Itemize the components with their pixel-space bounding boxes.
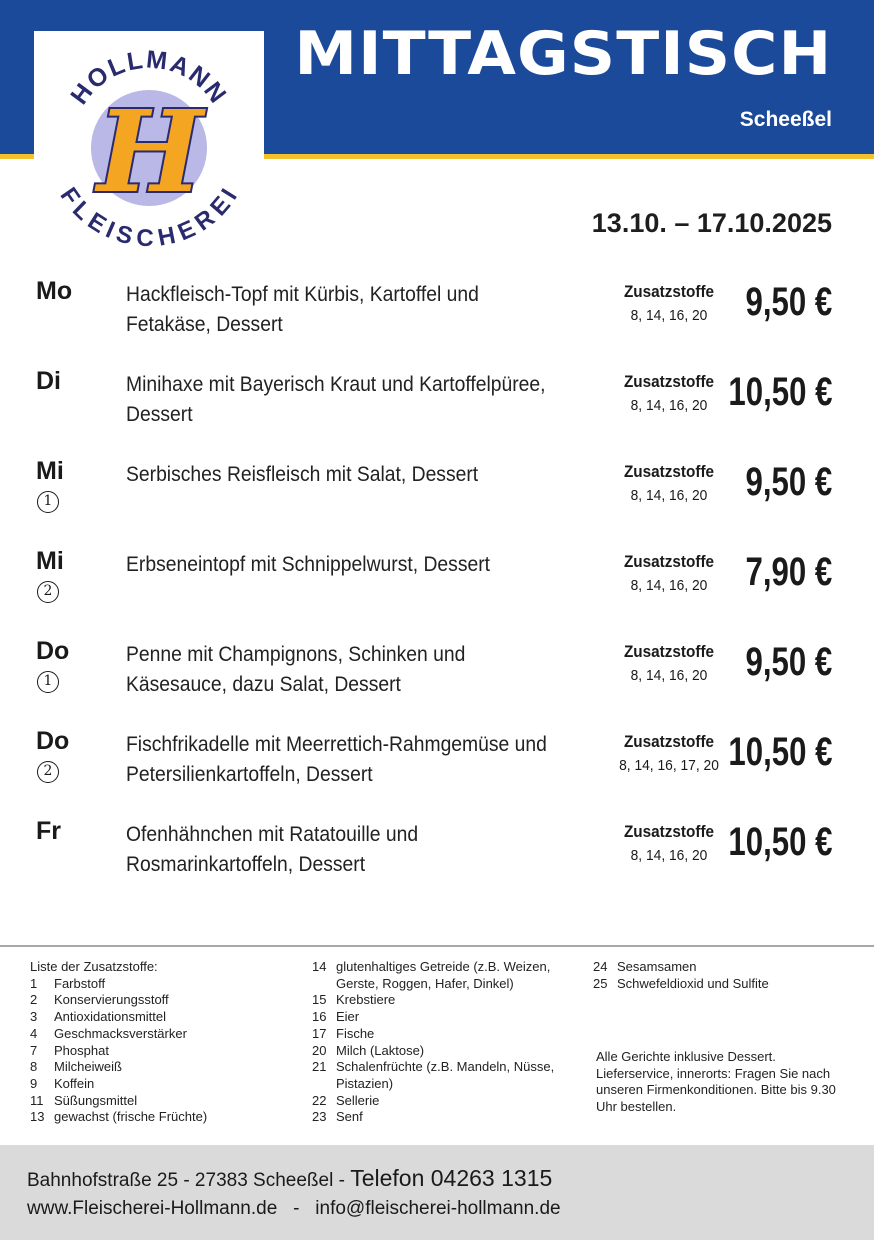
legend-num: 13 (30, 1109, 45, 1125)
legend-num: 15 (312, 992, 327, 1008)
price: 10,50 € (727, 370, 832, 414)
day-label: Do (36, 637, 70, 665)
legend-text: Koffein (54, 1075, 95, 1091)
additives-label: Zusatzstoffe (623, 282, 715, 301)
dish-description: Serbisches Reisfleisch mit Salat, Dessert (126, 463, 479, 486)
email-link[interactable]: info@fleischerei-hollmann.de (315, 1198, 561, 1219)
menu-row (0, 818, 874, 898)
additives-codes: 8, 14, 16, 20 (630, 667, 708, 684)
price: 10,50 € (727, 820, 832, 864)
dish-description: Penne mit Champignons, Schinken und Käsesauce, dazu Salat, Dessert (126, 643, 466, 696)
legend-item (312, 1093, 592, 1110)
price: 9,50 € (745, 280, 832, 324)
additives-legend-col2 (312, 959, 592, 1126)
legend-item (312, 1009, 592, 1026)
separator-dash: - (293, 1198, 300, 1219)
legend-text: Fische (336, 1025, 375, 1041)
legend-num: 16 (312, 1009, 327, 1025)
legend-item (30, 1026, 290, 1043)
additives-info (604, 550, 734, 598)
legend-item (30, 1076, 290, 1093)
hollmann-logo-icon (34, 31, 264, 256)
legend-item (30, 1093, 290, 1110)
legend-item (312, 1043, 592, 1060)
day-label: Mo (36, 277, 73, 305)
legend-item (30, 992, 290, 1009)
legend-item (30, 1059, 290, 1076)
additives-info (604, 640, 734, 688)
legend-text: Milch (Laktose) (336, 1042, 425, 1058)
legend-text: Phosphat (54, 1042, 109, 1058)
menu-row (0, 638, 874, 718)
legend-num: 9 (30, 1075, 38, 1091)
separator (283, 1198, 294, 1219)
legend-text: Konservierungsstoff (54, 992, 169, 1008)
legend-text: Krebstiere (336, 992, 396, 1008)
legend-text: gewachst (frische Früchte) (54, 1109, 208, 1125)
additives-label: Zusatzstoffe (623, 642, 715, 661)
dish-description: Hackfleisch-Topf mit Kürbis, Kartoffel und Fetakäse, Dessert (126, 283, 479, 336)
legend-num: 7 (30, 1042, 38, 1058)
legend-num: 4 (30, 1025, 38, 1041)
day-label: Fr (36, 817, 61, 845)
legend-text: Schalenfrüchte (z.B. Mandeln, Nüsse, Pistazien) (336, 1059, 555, 1091)
additives-label: Zusatzstoffe (623, 372, 715, 391)
legend-text: Farbstoff (54, 975, 106, 991)
legend-text: Sellerie (336, 1092, 380, 1108)
price: 9,50 € (745, 460, 832, 504)
day-variant-badge: 1 (37, 671, 59, 693)
dish-description: Ofenhähnchen mit Ratatouille und Rosmarinkartoffeln, Dessert (126, 823, 419, 876)
legend-num: 14 (312, 959, 327, 974)
logo-monogram: H (97, 87, 203, 218)
price: 7,90 € (745, 550, 832, 594)
footer-web (27, 1198, 561, 1220)
legend-item (312, 1059, 592, 1092)
legend-text: Senf (336, 1109, 363, 1125)
footer (0, 1145, 874, 1240)
date-range: 13.10. – 17.10.2025 (591, 208, 832, 238)
page-title: MITTAGSTISCH (294, 19, 832, 89)
legend-text: Eier (336, 1009, 360, 1025)
address: Bahnhofstraße 25 - 27383 Scheeßel - (27, 1170, 351, 1191)
legend-text: Süßungsmittel (54, 1092, 138, 1108)
price: 10,50 € (727, 730, 832, 774)
legend-item (312, 1026, 592, 1043)
additives-codes: 8, 14, 16, 20 (630, 577, 708, 594)
additives-label: Zusatzstoffe (623, 462, 715, 481)
dish-description: Minihaxe mit Bayerisch Kraut und Kartoffelpüree, Dessert (126, 373, 546, 426)
legend-item (312, 1109, 592, 1126)
divider (0, 945, 874, 947)
legend-num: 22 (312, 1092, 327, 1108)
legend-text: Antioxidationsmittel (54, 1009, 166, 1025)
logo (34, 31, 264, 256)
menu-row (0, 458, 874, 538)
menu-row (0, 368, 874, 448)
legend-item (30, 1009, 290, 1026)
legend-text: Schwefeldioxid und Sulfite (617, 975, 769, 991)
additives-codes: 8, 14, 16, 20 (630, 847, 708, 864)
day-variant-badge: 1 (37, 491, 59, 513)
legend-item (30, 976, 290, 993)
additives-info (604, 460, 734, 508)
menu-row (0, 548, 874, 628)
delivery-note: Alle Gerichte inklusive Dessert. Lieferservice, innerorts: Fragen Sie nach unseren Firmenkonditionen. Bitte bis 9.30 Uhr bestellen. (596, 1049, 836, 1115)
legend-num: 8 (30, 1059, 38, 1075)
legend-item (312, 959, 592, 992)
legend-num: 24 (593, 959, 608, 974)
additives-label: Zusatzstoffe (623, 552, 715, 571)
legend-item (30, 1109, 290, 1126)
legend-text: Geschmacksverstärker (54, 1025, 187, 1041)
legend-text: Milcheiweiß (54, 1059, 122, 1075)
legend-text: Sesamsamen (617, 959, 697, 974)
legend-num: 20 (312, 1042, 327, 1058)
additives-info (604, 820, 734, 868)
menu-row (0, 728, 874, 808)
legend-item (593, 976, 853, 993)
legend-text: glutenhaltiges Getreide (z.B. Weizen, Gerste, Roggen, Hafer, Dinkel) (336, 959, 551, 991)
additives-codes: 8, 14, 16, 20 (630, 307, 708, 324)
additives-legend-col3 (593, 959, 853, 992)
additives-info (604, 280, 734, 328)
legend-num: 3 (30, 1009, 38, 1025)
menu-row (0, 278, 874, 358)
additives-codes: 8, 14, 16, 20 (630, 397, 708, 414)
legend-num: 21 (312, 1059, 327, 1075)
day-label: Di (36, 367, 61, 395)
dish-description: Erbseneintopf mit Schnippelwurst, Dessert (126, 553, 491, 576)
logo-top-text: HOLLMANN (65, 45, 233, 110)
legend-title: Liste der Zusatzstoffe: (30, 959, 158, 974)
additives-label: Zusatzstoffe (623, 822, 715, 841)
legend-item (30, 1043, 290, 1060)
legend-num: 17 (312, 1025, 327, 1041)
price: 9,50 € (745, 640, 832, 684)
footer-contact (27, 1165, 552, 1192)
website-link[interactable]: www.Fleischerei-Hollmann.de (27, 1198, 278, 1219)
additives-info (604, 730, 734, 778)
additives-info (604, 370, 734, 418)
logo-bottom-text: FLEISCHEREI (54, 182, 244, 253)
legend-num: 2 (30, 992, 38, 1008)
day-variant-badge: 2 (37, 761, 59, 783)
day-label: Do (36, 727, 70, 755)
location-label: Scheeßel (739, 108, 832, 131)
additives-legend-col1 (30, 959, 290, 1126)
day-variant-badge: 2 (37, 581, 59, 603)
day-label: Mi (36, 547, 64, 575)
legend-num: 25 (593, 975, 608, 991)
legend-num: 23 (312, 1109, 327, 1125)
phone: Telefon 04263 1315 (350, 1165, 553, 1191)
additives-codes: 8, 14, 16, 20 (630, 487, 708, 504)
additives-codes: 8, 14, 16, 17, 20 (619, 757, 719, 774)
legend-item (593, 959, 853, 976)
legend-num: 1 (30, 975, 38, 991)
legend-num: 11 (30, 1092, 44, 1108)
additives-label: Zusatzstoffe (623, 732, 715, 751)
day-label: Mi (36, 457, 64, 485)
legend-item (312, 992, 592, 1009)
dish-description: Fischfrikadelle mit Meerrettich-Rahmgemüse und Petersilienkartoffeln, Dessert (126, 733, 547, 786)
